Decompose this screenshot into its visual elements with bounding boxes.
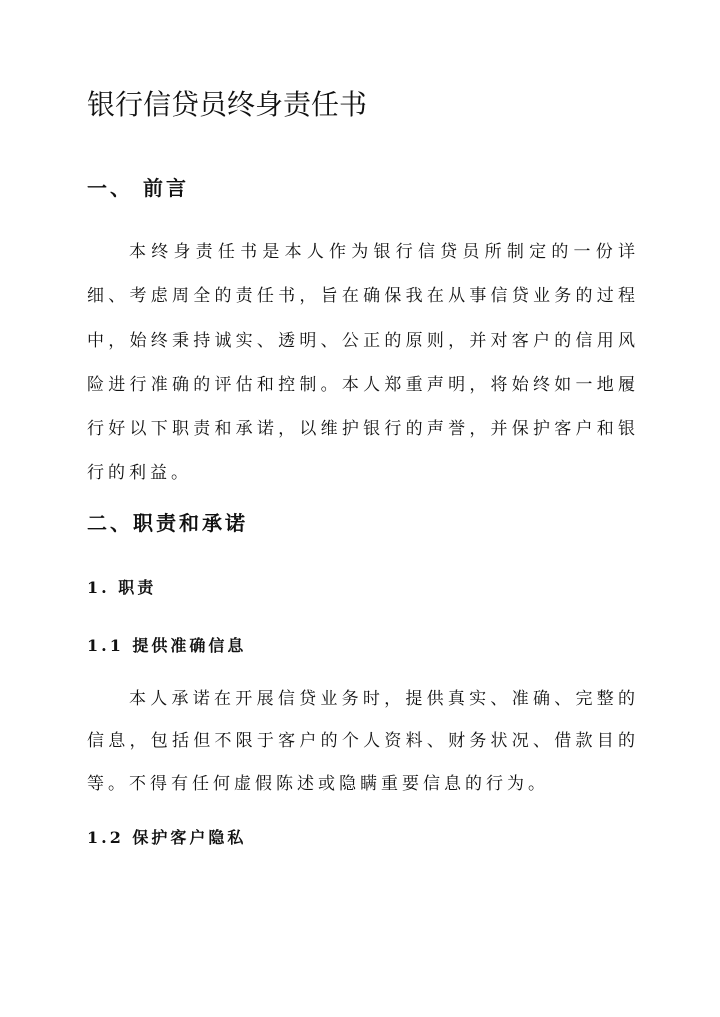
subheading-1-2: 1.2 保护客户隐私 <box>87 828 247 848</box>
document-title: 银行信贷员终身责任书 <box>87 88 368 121</box>
paragraph-1-1: 本人承诺在开展信贷业务时，提供真实、准确、完整的信息，包括但不限于客户的个人资料、财务状况、借款目的等。不得有任何虚假陈述或隐瞒重要信息的行为。 <box>87 688 639 794</box>
subheading-duties: 1. 职责 <box>87 577 157 597</box>
preface-paragraph: 本终身责任书是本人作为银行信贷员所制定的一份详细、考虑周全的责任书，旨在确保我在从事信贷业务的过程中，始终秉持诚实、透明、公正的原则，并对客户的信用风险进行准确的评估和控制。本人郑重声明，将始终如一地履行好以下职责和承诺，以维护银行的声誉，并保护客户和银行的利益。 <box>87 242 639 484</box>
section-heading-duties: 二、职责和承诺 <box>87 510 248 535</box>
section-heading-preface: 一、 前言 <box>87 176 189 200</box>
subheading-1-1: 1.1 提供准确信息 <box>87 635 247 655</box>
